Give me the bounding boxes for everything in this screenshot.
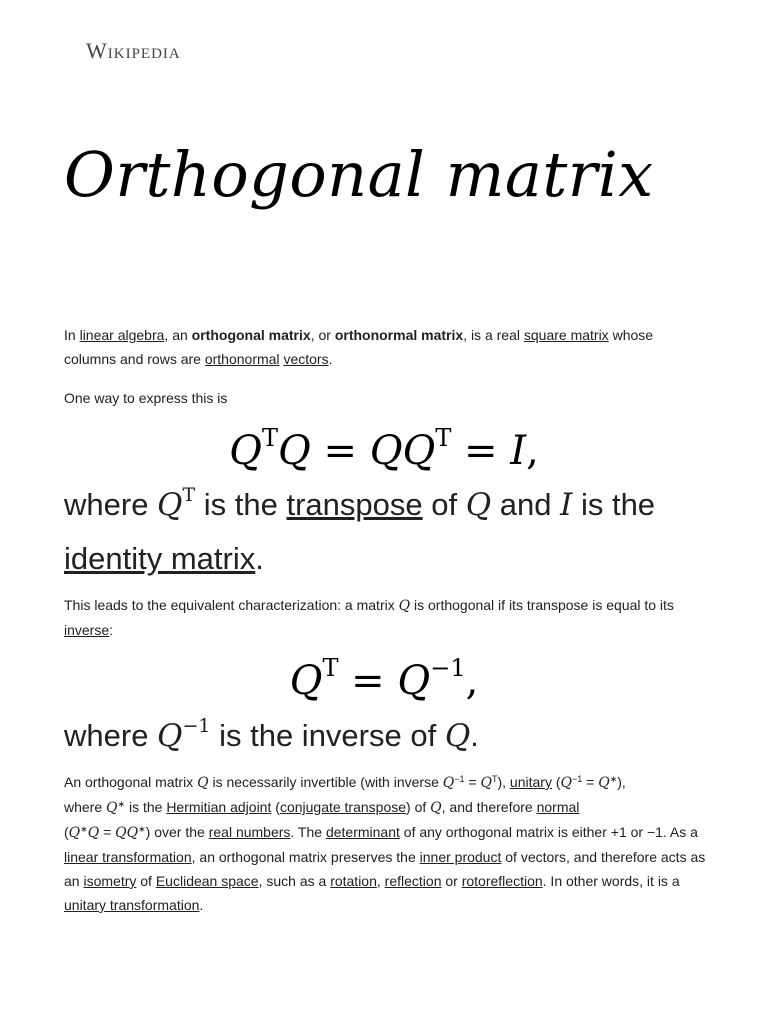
link-determinant[interactable]: determinant [325, 824, 400, 840]
link-rotoreflection[interactable]: rotoreflection [461, 873, 543, 889]
express-text: One way to express this is [64, 390, 228, 406]
link-inverse[interactable]: inverse [64, 622, 110, 638]
link-transpose[interactable]: transpose [286, 487, 423, 522]
leads-paragraph: This leads to the equivalent characterization: a matrix Q is orthogonal if its transpose is equal to its inverse: [64, 597, 674, 638]
link-isometry[interactable]: isometry [83, 873, 137, 889]
link-hermitian-adjoint[interactable]: Hermitian adjoint [166, 799, 272, 815]
link-real-numbers[interactable]: real numbers [208, 824, 291, 840]
wikipedia-logo[interactable]: Wikipedia [86, 38, 181, 63]
link-unitary[interactable]: unitary [509, 774, 552, 790]
link-normal[interactable]: normal [536, 799, 580, 815]
link-identity-matrix[interactable]: identity matrix [64, 541, 256, 576]
bold-orthogonal-matrix: orthogonal matrix [191, 327, 311, 343]
link-rotation[interactable]: rotation [330, 873, 377, 889]
link-conjugate-transpose[interactable]: conjugate transpose [279, 799, 407, 815]
where-inverse-text: where $Q^{-1}$ is the inverse of Q. [64, 715, 479, 754]
intro-paragraph: In linear algebra, an orthogonal matrix, or orthonormal matrix, is a real square matrix whose columns and rows are orthonormal vectors. [64, 327, 654, 367]
link-square-matrix[interactable]: square matrix [523, 327, 609, 343]
link-inner-product[interactable]: inner product [419, 849, 502, 865]
properties-paragraph: An orthogonal matrix Q is necessarily invertible (with inverse $Q^{-1} = Q^T$), unitary $(Q^{-1} = Q^∗)$, where Q∗ is the Hermitian adjoint (conjugate transpose) of Q, and therefore normal (Q∗Q = QQ∗) over the real numbers. The determinant of any orthogonal matrix is either +1 or −1. As a linear transformation, an orthogonal matrix preserves the inner product of vectors, and therefore acts as an isometry of Euclidean space, such as a rotation, reflection or rotoreflection. In other words, it is a unitary transformation. [64, 774, 706, 913]
bold-orthonormal-matrix: orthonormal matrix [334, 327, 464, 343]
equation-transpose-inverse: $Q^T = Q^{-1}$, [289, 654, 479, 704]
link-unitary-transformation[interactable]: unitary transformation [64, 897, 200, 913]
link-orthonormal[interactable]: orthonormal [204, 351, 280, 367]
link-euclidean-space[interactable]: Euclidean space [155, 873, 259, 889]
link-linear-algebra[interactable]: linear algebra [79, 327, 165, 343]
link-linear-transformation[interactable]: linear transformation [64, 849, 192, 865]
page-title: Orthogonal matrix [64, 138, 654, 211]
link-vectors[interactable]: vectors [283, 351, 329, 367]
link-reflection[interactable]: reflection [384, 873, 442, 889]
equation-orthogonality: $Q^TQ = QQ^T = I$, [229, 424, 539, 474]
where-transpose-text: where $Q^T$ is the transpose of Q and I is the identity matrix. [64, 484, 656, 576]
